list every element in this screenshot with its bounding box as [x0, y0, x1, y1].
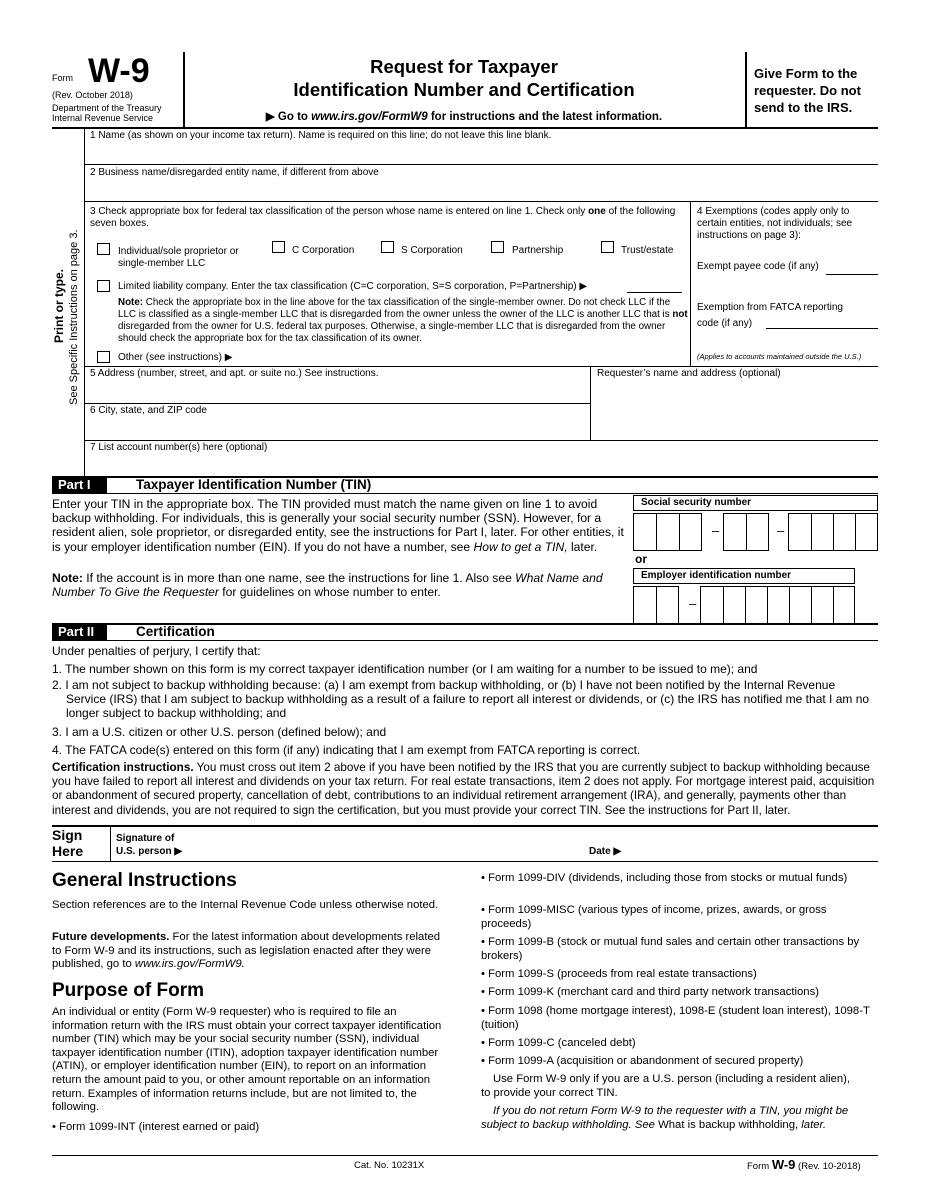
line6-label: 6 City, state, and ZIP code: [90, 405, 207, 416]
llc-note: Note: Check the appropriate box in the line above for the tax classification of the single-member owner. Do not check LLC if the LLC is classified as a single-member LLC that is disregarded from the owner unless the owner of the LLC is another LLC that is not disregarded from the owner for U.S. federal tax purposes. Otherwise, a single-member LLC that is disregarded from the owner should check the appropriate box for the tax classification of its owner.: [118, 297, 688, 344]
page-title-line2: Identification Number and Certification: [293, 79, 635, 100]
requester-field[interactable]: [592, 381, 877, 438]
form-word: Form: [52, 73, 73, 83]
address-field[interactable]: [86, 381, 586, 401]
give-form-note: Give Form to the requester. Do not send to the IRS.: [754, 66, 861, 115]
city-state-zip-field[interactable]: [86, 418, 586, 438]
fatca-label: Exemption from FATCA reporting code (if any): [697, 302, 843, 329]
part1-note: Note: If the account is in more than one name, see the instructions for line 1. Also see What Name and Number To Give the Requester for guidelines on whose number to enter.: [52, 571, 603, 600]
part1-tag: Part I: [52, 477, 107, 493]
other-label: Other (see instructions) ▶: [118, 352, 233, 363]
line1-label: 1 Name (as shown on your income tax return). Name is required on this line; do not leave this line blank.: [90, 130, 552, 141]
ssn-serial-field[interactable]: [788, 513, 878, 551]
part2-tag: Part II: [52, 624, 107, 640]
bullet-1099-k: • Form 1099-K (merchant card and third party network transactions): [481, 986, 819, 998]
section-references: Section references are to the Internal Revenue Code unless otherwise noted.: [52, 899, 439, 911]
purpose-of-form-heading: Purpose of Form: [52, 980, 205, 1001]
applies-note: (Applies to accounts maintained outside the U.S.): [697, 352, 862, 361]
print-or-type: Print or type.: [52, 268, 66, 343]
backup-withholding-note: If you do not return Form W-9 to the requester with a TIN, you might be subject to backup withholding. See What is backup withholding, later.: [481, 1105, 849, 1131]
llc-checkbox[interactable]: [97, 280, 110, 292]
part1-instructions: Enter your TIN in the appropriate box. The TIN provided must match the name given on line 1 to avoid backup withholding. For individuals, this is generally your social security number (SSN). However, for a resident alien, sole proprietor, or disregarded entity, see the instructions for Part I, later. For other entities, it is your employer identification number (EIN). If you do not have a number, see How to get a TIN, later.: [52, 497, 624, 554]
part2-title: Certification: [136, 624, 215, 639]
sign-label: Sign: [52, 827, 83, 843]
general-instructions-heading: General Instructions: [52, 870, 237, 891]
form-name: W-9: [88, 52, 150, 90]
trust-estate-checkbox[interactable]: [601, 241, 614, 253]
form-revision: (Rev. October 2018): [52, 90, 133, 100]
ein-label: Employer identification number: [633, 568, 855, 584]
use-form-w9: Use Form W-9 only if you are a U.S. person (including a resident alien), to provide your correct TIN.: [481, 1073, 851, 1099]
c-corporation-label: C Corporation: [292, 245, 355, 256]
bullet-1099-s: • Form 1099-S (proceeds from real estate transactions): [481, 968, 757, 980]
partnership-label: Partnership: [512, 245, 564, 256]
line2-label: 2 Business name/disregarded entity name, if different from above: [90, 167, 379, 178]
here-label: Here: [52, 843, 84, 859]
department: Department of the Treasury: [52, 103, 162, 113]
llc-label: Limited liability company. Enter the tax classification (C=C corporation, S=S corporation, P=Partnership) ▶: [118, 281, 588, 292]
signature-of-label: Signature of: [116, 833, 175, 844]
fatca-field[interactable]: [766, 314, 878, 328]
future-developments: Future developments. For the latest information about developments related to Form W-9 and its instructions, such as legislation enacted after they were published, go to www.irs.gov/FormW9.: [52, 931, 441, 971]
bullet-1099-b: • Form 1099-B (stock or mutual fund sales and certain other transactions by brokers): [481, 936, 860, 962]
llc-classification-field[interactable]: [627, 279, 682, 292]
bullet-1098: • Form 1098 (home mortgage interest), 1098-E (student loan interest), 1098-T (tuition): [481, 1005, 870, 1031]
bullet-1099-div: • Form 1099-DIV (dividends, including those from stocks or mutual funds): [481, 872, 848, 884]
ein-dash: –: [689, 596, 697, 611]
ssn-label: Social security number: [633, 495, 878, 511]
ein-prefix-field[interactable]: [633, 586, 679, 624]
ssn-area-field[interactable]: [633, 513, 702, 551]
date-label: Date ▶: [589, 846, 622, 857]
see-specific-instructions: See Specific Instructions on page 3.: [68, 229, 80, 405]
bullet-1099-a: • Form 1099-A (acquisition or abandonment of secured property): [481, 1055, 804, 1067]
us-person-label: U.S. person ▶: [116, 846, 183, 857]
account-numbers-field[interactable]: [86, 455, 876, 475]
line5-label: 5 Address (number, street, and apt. or suite no.) See instructions.: [90, 368, 379, 379]
line7-label: 7 List account number(s) here (optional): [90, 442, 268, 453]
name-field[interactable]: [86, 143, 876, 163]
c-corporation-checkbox[interactable]: [272, 241, 285, 253]
goto-instructions: ▶ Go to www.irs.gov/FormW9 for instructions and the latest information.: [265, 111, 663, 123]
footer-form-id: Form W-9 (Rev. 10-2018): [747, 1157, 861, 1172]
trust-estate-label: Trust/estate: [621, 245, 674, 256]
cert-item-3: 3. I am a U.S. citizen or other U.S. person (defined below); and: [52, 725, 387, 739]
individual-label: Individual/sole proprietor or single-member LLC: [118, 246, 239, 269]
exempt-payee-label: Exempt payee code (if any): [697, 261, 819, 272]
cert-item-1: 1. The number shown on this form is my correct taxpayer identification number (or I am waiting for a number to be issued to me); and: [52, 662, 758, 676]
exempt-payee-field[interactable]: [826, 260, 878, 274]
perjury-intro: Under penalties of perjury, I certify that:: [52, 644, 261, 658]
part1-title: Taxpayer Identification Number (TIN): [136, 477, 372, 492]
signature-field[interactable]: [190, 830, 580, 858]
ssn-dash-2: –: [777, 523, 785, 538]
date-field[interactable]: [630, 838, 876, 858]
individual-checkbox[interactable]: [97, 243, 110, 255]
line3-label: 3 Check appropriate box for federal tax classification of the person whose name is entered on line 1. Check only one of the following seven boxes.: [90, 206, 676, 229]
certification-instructions: Certification instructions. You must cross out item 2 above if you have been notified by the IRS that you are currently subject to backup withholding because you have failed to report all interest and dividends on your tax return. For real estate transactions, item 2 does not apply. For mortgage interest paid, acquisition or abandonment of secured property, cancellation of debt, contributions to an individual retirement arrangement (IRA), and generally, payments other than interest and dividends, you are not required to sign the certification, but you must provide your correct TIN. See the instructions for Part II, later.: [52, 761, 875, 817]
catalog-number: Cat. No. 10231X: [354, 1160, 425, 1171]
bullet-1099-int: • Form 1099-INT (interest earned or paid): [52, 1121, 260, 1133]
ein-suffix-field[interactable]: [700, 586, 855, 624]
ssn-group-field[interactable]: [723, 513, 769, 551]
requester-label: Requester’s name and address (optional): [597, 368, 781, 379]
s-corporation-checkbox[interactable]: [381, 241, 394, 253]
bullet-1099-c: • Form 1099-C (canceled debt): [481, 1037, 636, 1049]
irs-label: Internal Revenue Service: [52, 113, 154, 123]
or-label: or: [635, 552, 647, 566]
cert-item-2: 2. I am not subject to backup withholding because: (a) I am exempt from backup withholding, or (b) I have not been notified by the Internal Revenue Service (IRS) that I am subject to backup withholding as a result of a failure to report all interest or dividends, or (c) the IRS has notified me that I am no longer subject to backup withholding; and: [52, 678, 870, 720]
s-corporation-label: S Corporation: [401, 245, 463, 256]
business-name-field[interactable]: [86, 180, 876, 200]
other-checkbox[interactable]: [97, 351, 110, 363]
bullet-1099-misc: • Form 1099-MISC (various types of income, prizes, awards, or gross proceeds): [481, 904, 827, 930]
cert-item-4: 4. The FATCA code(s) entered on this form (if any) indicating that I am exempt from FATCA reporting is correct.: [52, 743, 641, 757]
line4-label: 4 Exemptions (codes apply only to certain entities, not individuals; see instructions on page 3):: [697, 206, 853, 241]
purpose-body: An individual or entity (Form W-9 requester) who is required to file an information return with the IRS must obtain your correct taxpayer identification number (TIN) which may be your social security number (SSN), individual taxpayer identification number (ITIN), adoption taxpayer identification number (ATIN), or employer identification number (EIN), to report on an information return the amount paid to you, or other amount reportable on an information return. Examples of information returns include, but are not limited to, the following.: [52, 1006, 442, 1114]
ssn-dash-1: –: [712, 523, 720, 538]
page-title-line1: Request for Taxpayer: [370, 56, 558, 77]
partnership-checkbox[interactable]: [491, 241, 504, 253]
